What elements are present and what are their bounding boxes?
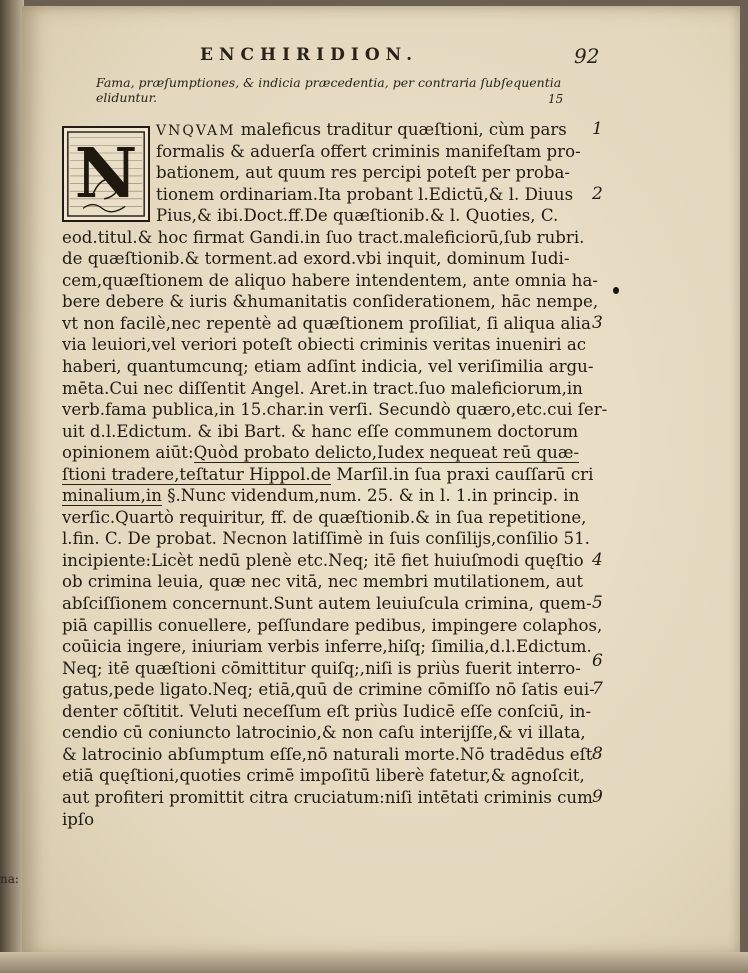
- folio-number: 92: [574, 44, 600, 68]
- text-line: [62, 722, 592, 744]
- text-line: [62, 636, 592, 658]
- ink-blot: [613, 287, 619, 294]
- underlined-passage: ſtioni tradere,teſtatur Hippol.de: [62, 464, 332, 484]
- margin-number: 3: [592, 312, 603, 333]
- text-line: [62, 464, 592, 486]
- text-segment: incipiente:Licèt nedū plenè etc.Neq; itē fiet huiuſmodi quęſtio: [62, 550, 584, 570]
- text-segment: uit d.l.Edictum. & ibi Bart. & hanc eſſe communem doctorum: [62, 421, 579, 441]
- summary-line-1: Fama, præſumptiones, & indicia præcedentia, per contraria ſubſequentia: [96, 75, 562, 90]
- text-line: [62, 571, 592, 593]
- chapter-summary: [96, 75, 576, 105]
- text-segment: gatus,pede ligato.Neq; etiā,quū de crimine cōmiſſo nō ſatis eui-: [62, 680, 595, 700]
- text-line: [62, 615, 603, 637]
- svg-text:N: N: [74, 132, 138, 214]
- text-segment: cem,quæſtionem de aliquo habere intendentem, ante omnia ha-: [62, 270, 598, 290]
- text-line: [62, 270, 598, 292]
- text-line: [62, 334, 592, 356]
- text-line: [62, 765, 592, 787]
- summary-line-2: eliduntur.: [96, 90, 158, 105]
- text-segment: piā capillis conuellere, peſſundare pedibus, impingere colaphos,: [62, 615, 603, 635]
- underlined-passage: Quòd probato delicto,Iudex nequeat reū quæ-: [193, 443, 580, 463]
- opening-small-caps: VNQVAM: [156, 123, 236, 139]
- text-segment: ob crimina leuia, quæ nec vitā, nec membri mutilationem, aut: [62, 572, 584, 592]
- text-line: [62, 442, 592, 464]
- text-line: [62, 550, 592, 572]
- text-line: [62, 507, 592, 529]
- text-line: [62, 227, 592, 249]
- scan-binding-shadow: [0, 0, 24, 973]
- text-segment: bere debere & iuris &humanitatis conſiderationem, hāc nempe,: [62, 292, 599, 312]
- text-segment: §.Nunc videndum,num. 25. & in l. 1.in princip. in: [161, 486, 580, 506]
- text-line: [62, 421, 592, 443]
- margin-number: 7: [592, 679, 603, 700]
- margin-number: 2: [592, 183, 603, 204]
- text-segment: l.fin. C. De probat. Necnon latiſſimè in ſuis conſilijs,conſilio 51.: [62, 529, 590, 549]
- margin-number: 6: [592, 650, 603, 671]
- text-segment: cendio cū coniuncto latrocinio,& non caſu interijſſe,& vi illata,: [62, 723, 586, 743]
- text-line: [62, 485, 592, 507]
- text-line: [62, 248, 592, 270]
- text-line: [62, 313, 592, 335]
- text-line: [62, 399, 608, 421]
- text-line: [62, 528, 592, 550]
- scan-bottom-edge: [0, 952, 748, 973]
- text-segment: opinionem aiūt:: [62, 443, 194, 463]
- text-line: [62, 378, 592, 400]
- main-text-block: [62, 119, 608, 830]
- text-line: [62, 291, 599, 313]
- margin-number: 5: [592, 593, 603, 614]
- text-segment: maleficus traditur quæſtioni, cùm pars: [235, 120, 567, 139]
- text-line: [62, 701, 592, 723]
- text-segment: Marſil.in ſua praxi cauſſarū cri: [331, 464, 594, 484]
- text-line: [62, 809, 592, 831]
- text-segment: Pius,& ibi.Doct.ff.De quæſtionib.& l. Quoties, C.: [156, 206, 559, 226]
- margin-number: 4: [592, 550, 603, 570]
- text-segment: bationem, aut quum res percipi poteſt per proba-: [156, 163, 571, 183]
- text-segment: aut profiteri promittit citra cruciatum:niſi intētati criminis cum: [62, 787, 593, 807]
- text-segment: vt non facilè,nec repentè ad quæſtionem proſiliat, ſi aliqua alia: [62, 313, 591, 333]
- text-line: [62, 593, 592, 615]
- text-segment: etiā quęſtioni,quoties crimē impoſitū liberè fatetur,& agnoſcit,: [62, 766, 585, 786]
- text-segment: eod.titul.& hoc firmat Gandi.in ſuo tract.maleficiorū,ſub rubri.: [62, 227, 585, 247]
- text-line: [62, 356, 592, 378]
- text-line: [62, 787, 592, 809]
- underlined-passage: minalium,in: [62, 486, 162, 506]
- text-segment: formalis & aduerſa offert criminis manifeſtam pro-: [156, 141, 581, 161]
- text-segment: Neq; itē quæſtioni cōmittitur quiſq;,niſi is priùs fuerit interro-: [62, 658, 581, 678]
- margin-number: 1: [592, 119, 603, 139]
- text-segment: abſciſſionem concernunt.Sunt autem leuiuſcula crimina, quem-: [62, 594, 592, 614]
- running-title: ENCHIRIDION.: [200, 45, 418, 65]
- left-margin-fragment: na:: [0, 872, 19, 886]
- text-segment: de quæſtionib.& torment.ad exord.vbi inquit, dominum Iudi-: [62, 249, 570, 269]
- margin-number: 8: [592, 743, 603, 764]
- decorated-initial: [62, 126, 150, 222]
- text-segment: coūicia ingere, iniuriam verbis inferre,hiſq; ſimilia,d.l.Edictum.: [62, 637, 592, 657]
- summary-marker: 15: [548, 92, 564, 106]
- text-line: [62, 744, 592, 766]
- text-segment: mēta.Cui nec diſſentit Angel. Aret.in tract.ſuo maleficiorum,in: [62, 378, 583, 398]
- text-segment: verb.fama publica,in 15.char.in verſi. Secundò quæro,etc.cui ſer-: [62, 400, 608, 420]
- initial-n-woodcut-icon: [64, 128, 148, 220]
- text-segment: tionem ordinariam.Ita probant l.Edictū,& l. Diuus: [156, 184, 574, 204]
- text-segment: denter cōſtitit. Veluti neceſſum eſt priùs Iudicē eſſe conſciū, in-: [62, 701, 592, 721]
- text-segment: ipſo: [62, 809, 95, 829]
- margin-number: 9: [592, 787, 603, 808]
- text-segment: haberi, quantumcunq; etiam adſint indicia, vel veriſimilia argu-: [62, 357, 594, 377]
- text-segment: verſic.Quartò requiritur, ff. de quæſtionib.& in ſua repetitione,: [62, 507, 587, 527]
- text-segment: & latrocinio abſumptum eſſe,nō naturali morte.Nō tradēdus eſt: [62, 744, 593, 764]
- text-line: [62, 679, 595, 701]
- text-segment: via leuiori,vel veriori poteſt obiecti criminis veritas inueniri ac: [62, 335, 586, 355]
- text-line: [62, 658, 592, 680]
